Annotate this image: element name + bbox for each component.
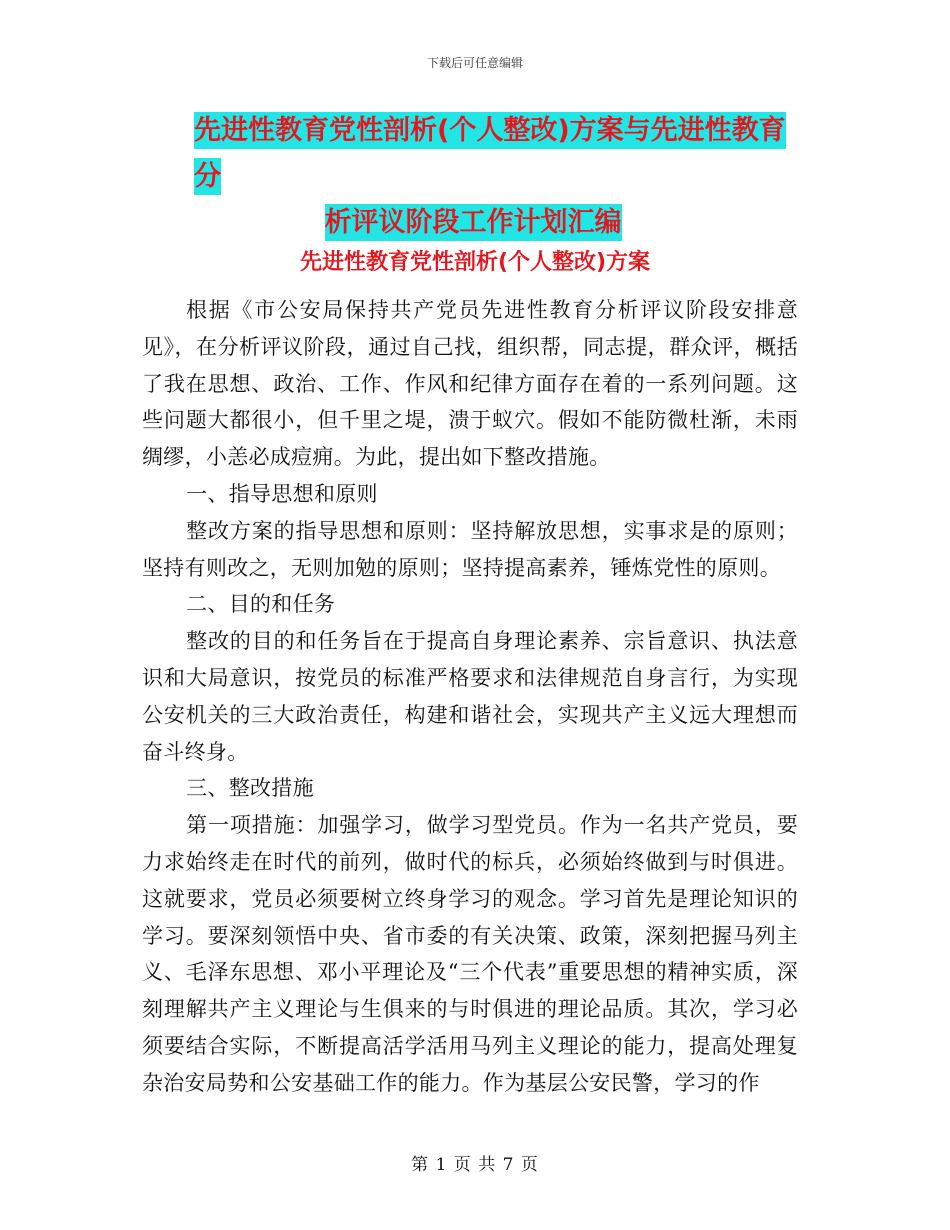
- title-highlight: 析评议阶段工作计划汇编: [325, 204, 622, 241]
- paragraph-intro: 根据《市公安局保持共产党员先进性教育分析评议阶段安排意见》，在分析评议阶段，通过自己找，组织帮，同志提，群众评，概括了我在思想、政治、工作、作风和纪律方面存在着的一系列问题。这些问题大都很小，但千里之堤，溃于蚁穴。假如不能防微杜渐，未雨绸缪，小恙必成痘痈。为此，提出如下整改措施。: [142, 298, 798, 470]
- paragraph-measure-1: 第一项措施：加强学习，做学习型党员。作为一名共产党员，要力求始终走在时代的前列，做时代的标兵，必须始终做到与时俱进。这就要求，党员必须要树立终身学习的观念。学习首先是理论知识的学习。要深刻领悟中央、省市委的有关决策、政策，深刻把握马列主义、毛泽东思想、邓小平理论及“三个代表”重要思想的精神实质，深刻理解共产主义理论与生俱来的与时俱进的理论品质。其次，学习必须要结合实际，不断提高活学活用马列主义理论的能力，提高处理复杂治安局势和公安基础工作的能力。作为基层公安民警，学习的作: [142, 813, 798, 1095]
- heading-measures: 三、整改措施: [186, 776, 314, 801]
- document-title-line-1: [142, 108, 810, 200]
- page-header-note: 下载后可任意编辑: [426, 56, 523, 70]
- page-number: 第 1 页 共 7 页: [411, 1155, 539, 1175]
- section-title: 先进性教育党性剖析(个人整改)方案: [299, 250, 651, 275]
- document-title: [142, 108, 810, 246]
- heading-guiding-principles: 一、指导思想和原则: [186, 481, 378, 506]
- title-highlight: 先进性教育党性剖析(个人整改)方案与先进性教育分: [194, 112, 786, 195]
- paragraph-guiding-principles: 整改方案的指导思想和原则：坚持解放思想，实事求是的原则；坚持有则改之，无则加勉的原则；坚持提高素养，锤炼党性的原则。: [142, 518, 798, 580]
- paragraph-goals-tasks: 整改的目的和任务旨在于提高自身理论素养、宗旨意识、执法意识和大局意识，按党员的标准严格要求和法律规范自身言行，为实现公安机关的三大政治责任，构建和谐社会，实现共产主义远大理想而奋斗终身。: [142, 629, 798, 764]
- document-body: [142, 292, 798, 1102]
- document-title-line-2: [142, 200, 810, 246]
- heading-goals-tasks: 二、目的和任务: [186, 592, 336, 617]
